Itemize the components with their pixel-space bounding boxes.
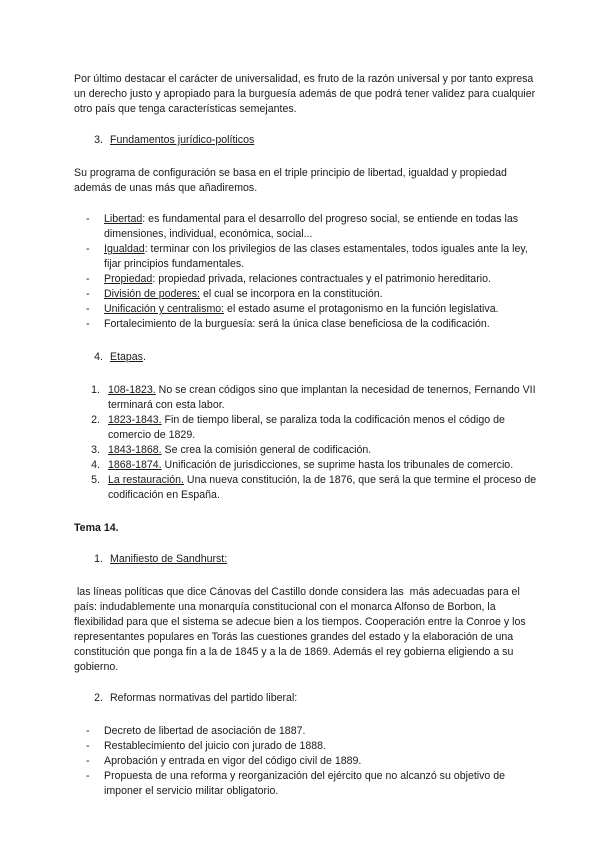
list-term: 1843-1868. xyxy=(108,444,162,456)
section3-number: 3. xyxy=(94,134,103,146)
list-marker: 4. xyxy=(91,459,100,471)
list-term: Unificación y centralismo: xyxy=(104,303,225,315)
list-term: La restauración. xyxy=(108,474,184,486)
list-item xyxy=(74,724,540,739)
tema-title: Tema 14. xyxy=(74,522,119,534)
list-item xyxy=(74,212,540,242)
list-item xyxy=(74,739,540,754)
section3-paragraph: Su programa de configuración se basa en el triple principio de libertad, igualdad y propiedad además de unas más que añadiremos. xyxy=(74,167,507,194)
list-marker: 3. xyxy=(91,444,100,456)
list-item xyxy=(74,383,540,413)
list-term: 1823-1843. xyxy=(108,414,162,426)
tema-section1-title: Manifiesto de Sandhurst: xyxy=(110,553,228,565)
list-text: : propiedad privada, relaciones contractuales y el patrimonio hereditario. xyxy=(152,273,491,285)
list-term: Libertad xyxy=(104,213,143,225)
list-item xyxy=(74,287,540,302)
tema-section2-number: 2. xyxy=(94,692,103,704)
list-text: Decreto de libertad de asociación de 1887. xyxy=(104,725,306,737)
list-bullet: - xyxy=(86,303,90,315)
list-text: No se crean códigos sino que implantan la necesidad de tenernos, Fernando VII terminará con esta labor. xyxy=(108,384,536,411)
section4-number: 4. xyxy=(94,351,103,363)
section3-title: Fundamentos jurídico-políticos xyxy=(110,134,255,146)
section3-list xyxy=(74,212,540,332)
list-text: Se crea la comisión general de codificación. xyxy=(161,444,372,456)
section4-title-suffix: . xyxy=(142,351,146,363)
tema-section1-paragraph: las líneas políticas que dice Cánovas del Castillo donde considera las más adecuadas para el país: indudablemente una monarquía constitucional con el monarca Alfonso de Borbon, la flexibilidad para que el sistema se adecue bien a los tiempos. Cooperación entre la Conroe y los representantes populares en Torás las cuestiones grandes del estado y la elaboración de una constitución que ponga fin a la de 1845 y a la de 1869. Además el rey gobierna eligiendo a su gobierno. xyxy=(74,586,529,673)
list-text: : terminar con los privilegios de las clases estamentales, todos iguales ante la ley, fijar principios fundamentales. xyxy=(104,243,528,270)
list-item xyxy=(74,302,540,317)
list-text: Aprobación y entrada en vigor del código civil de 1889. xyxy=(104,755,362,767)
list-marker: 5. xyxy=(91,474,100,486)
section3-heading xyxy=(74,133,540,148)
list-text: Fortalecimiento de la burguesía: será la única clase beneficiosa de la codificación. xyxy=(104,318,490,330)
list-bullet: - xyxy=(86,243,90,255)
list-item xyxy=(74,242,540,272)
section4-title: Etapas xyxy=(110,351,143,363)
list-item xyxy=(74,413,540,443)
list-item xyxy=(74,458,540,473)
list-bullet: - xyxy=(86,770,90,782)
list-bullet: - xyxy=(86,725,90,737)
list-item xyxy=(74,317,540,332)
list-text: Propuesta de una reforma y reorganización del ejército que no alcanzó su objetivo de imponer el servicio militar obligatorio. xyxy=(104,770,506,797)
list-marker: 1. xyxy=(91,384,100,396)
section4-list xyxy=(74,383,540,503)
tema-section1-heading xyxy=(74,552,540,567)
tema-section2-heading xyxy=(74,691,540,706)
list-text: Una nueva constitución, la de 1876, que será la que termine el proceso de codificación en España. xyxy=(108,474,537,501)
list-item xyxy=(74,754,540,769)
intro-paragraph: Por último destacar el carácter de universalidad, es fruto de la razón universal y por tanto expresa un derecho justo y apropiado para la burguesía además de que podrá tener validez para cualquier otro país que tenga características semejantes. xyxy=(74,73,536,115)
tema-section2-title: Reformas normativas del partido liberal: xyxy=(110,692,298,704)
list-text: el estado asume el protagonismo en la función legislativa. xyxy=(224,303,499,315)
list-text: el cual se incorpora en la constitución. xyxy=(200,288,383,300)
list-term: 1868-1874. xyxy=(108,459,162,471)
list-bullet: - xyxy=(86,273,90,285)
list-text: Unificación de jurisdicciones, se suprime hasta los tribunales de comercio. xyxy=(161,459,514,471)
list-bullet: - xyxy=(86,318,90,330)
list-bullet: - xyxy=(86,288,90,300)
tema-section1-number: 1. xyxy=(94,553,103,565)
list-text: : es fundamental para el desarrollo del progreso social, se entiende en todas las dimensiones, individual, económica, social... xyxy=(104,213,519,240)
section4-heading xyxy=(74,350,540,365)
list-term: Igualdad xyxy=(104,243,145,255)
list-marker: 2. xyxy=(91,414,100,426)
list-item xyxy=(74,443,540,458)
list-term: 108-1823. xyxy=(108,384,156,396)
list-bullet: - xyxy=(86,213,90,225)
list-item xyxy=(74,473,540,503)
list-item xyxy=(74,769,540,799)
list-text: Fin de tiempo liberal, se paraliza toda la codificación menos el código de comercio de 1829. xyxy=(108,414,505,441)
list-bullet: - xyxy=(86,755,90,767)
list-term: División de poderes: xyxy=(104,288,200,300)
list-item xyxy=(74,272,540,287)
list-bullet: - xyxy=(86,740,90,752)
tema-section2-list xyxy=(74,724,540,799)
list-text: Restablecimiento del juicio con jurado de 1888. xyxy=(104,740,327,752)
list-term: Propiedad xyxy=(104,273,153,285)
